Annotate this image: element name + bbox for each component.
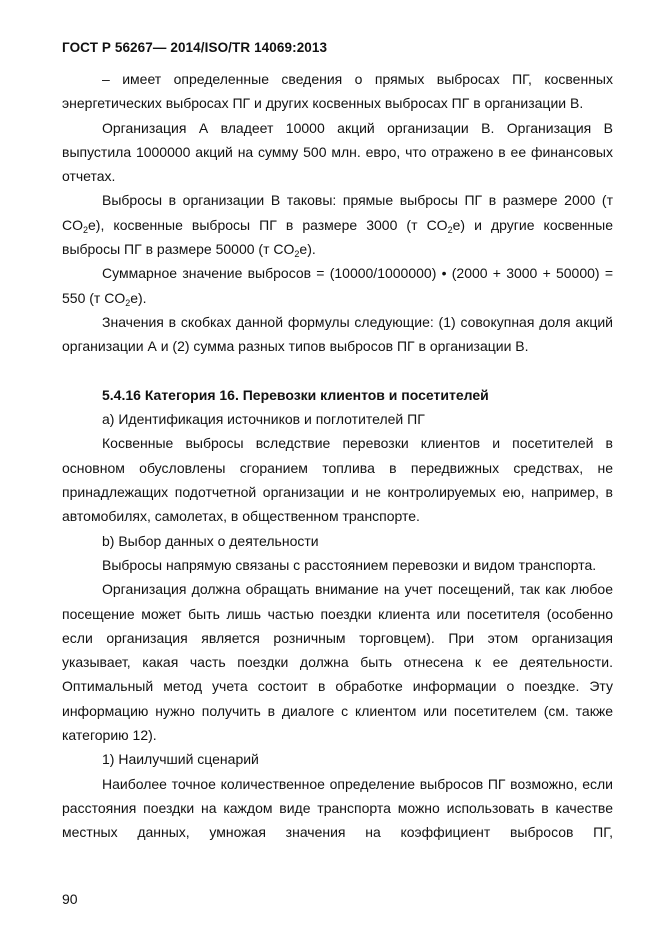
text-segment: Суммарное значение выбросов = (10000/1000000) • (2000 + 3000 + 50000) = 550 (т CO bbox=[62, 265, 613, 306]
text-segment: Выбросы в организации В таковы: прямые выбросы ПГ в размере 2000 (т CO bbox=[62, 192, 613, 233]
subscript: 2 bbox=[447, 224, 453, 235]
section-heading: 5.4.16 Категория 16. Перевозки клиентов и посетителей bbox=[102, 386, 489, 403]
subscript: 2 bbox=[83, 224, 89, 235]
list-item: a) Идентификация источников и поглотителей ПГ bbox=[102, 411, 425, 428]
text-segment: e). bbox=[130, 289, 147, 306]
paragraph bbox=[62, 188, 613, 261]
text-segment: e). bbox=[299, 241, 316, 258]
paragraph: – имеет определенные сведения о прямых выбросах ПГ, косвенных энергетических выбросах ПГ и других косвенных выбросах ПГ в организации В. bbox=[62, 71, 613, 112]
paragraph: Организация должна обращать внимание на учет посещений, так как любое посещение может быть лишь частью поездки клиента или посетителя (особенно если организация является розничным торговцем). При этом организация указывает, какая часть поездки должна быть отнесена к ее деятельности. Оптимальный метод учета состоит в обработке информации о поездке. Эту информацию нужно получить в диалоге с клиентом или посетителем (см. также категорию 12). bbox=[62, 581, 613, 744]
text-segment: e) и другие косвенные выбросы ПГ в размере 50000 (т CO bbox=[62, 216, 613, 258]
subscript: 2 bbox=[294, 249, 300, 260]
subscript: 2 bbox=[125, 297, 131, 308]
paragraph: Организация А владеет 10000 акций организации В. Организация В выпустила 1000000 акций на сумму 500 млн. евро, что отражено в ее финансовых отчетах. bbox=[62, 119, 613, 185]
document-header: ГОСТ Р 56267— 2014/ISO/TR 14069:2013 bbox=[62, 40, 328, 55]
paragraph: Выбросы напрямую связаны с расстоянием перевозки и видом транспорта. bbox=[102, 556, 597, 573]
list-item: b) Выбор данных о деятельности bbox=[102, 532, 319, 549]
page-number: 90 bbox=[62, 891, 78, 907]
list-item: 1) Наилучший сценарий bbox=[102, 751, 259, 768]
paragraph: Косвенные выбросы вследствие перевозки клиентов и посетителей в основном обусловлены сгоранием топлива в передвижных средствах, не принадлежащих подотчетной организации и не контролируемых ею, например, в автомобилях, самолетах, в общественном транспорте. bbox=[62, 435, 613, 525]
text-segment: e), косвенные выбросы ПГ в размере 3000 (т CO bbox=[88, 216, 448, 233]
document-body bbox=[62, 67, 613, 845]
paragraph bbox=[62, 261, 613, 310]
paragraph: Значения в скобках данной формулы следующие: (1) совокупная доля акций организации А и (2) сумма разных типов выбросов ПГ в организации В. bbox=[62, 313, 613, 355]
paragraph: Наиболее точное количественное определение выбросов ПГ возможно, если расстояния поездки на каждом виде транспорта можно использовать в качестве местных данных, умножая значения на коэффициент выбросов ПГ, bbox=[62, 775, 613, 841]
